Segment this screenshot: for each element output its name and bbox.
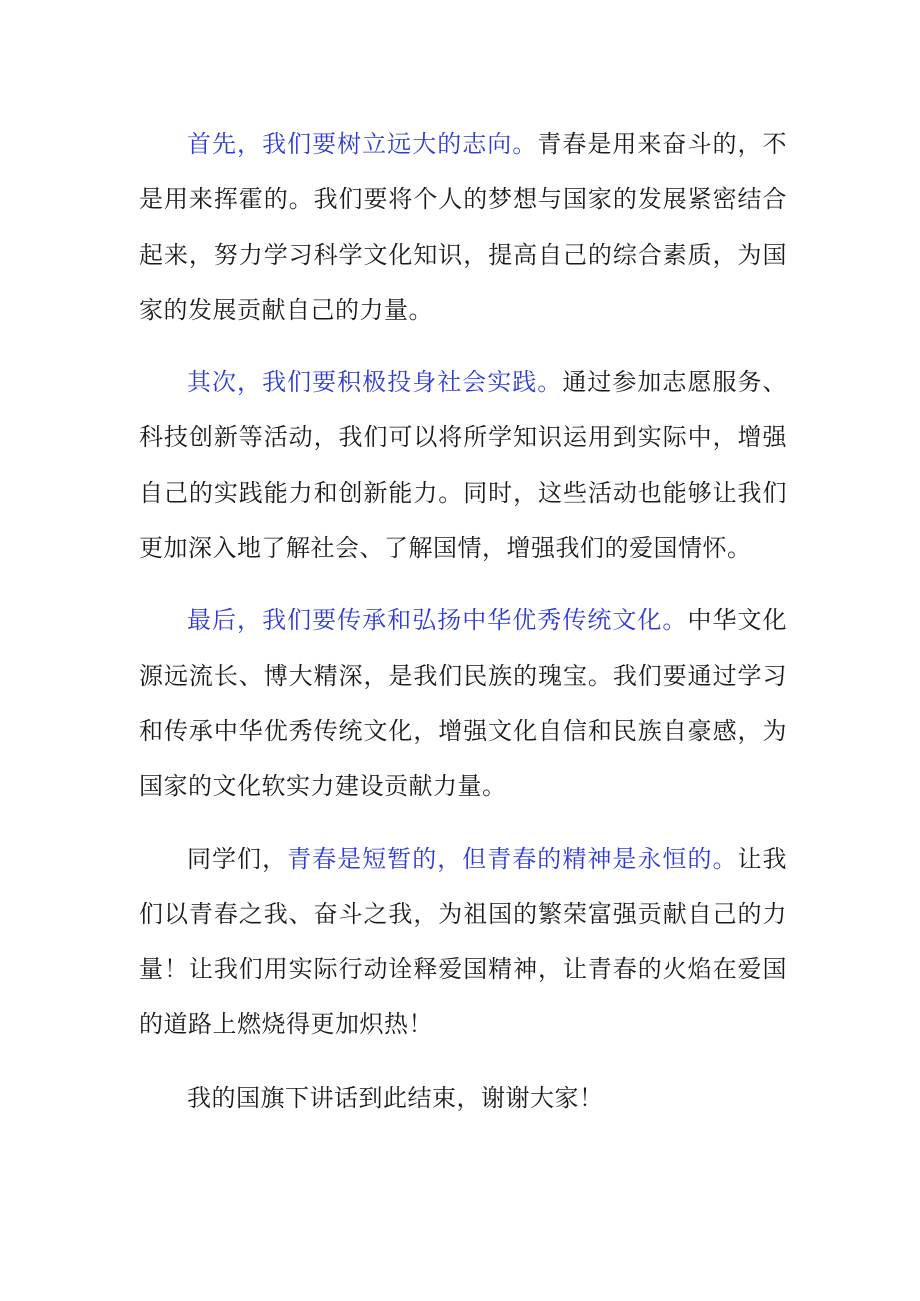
paragraph-aspiration [139,117,787,338]
paragraph-traditional-culture [139,593,787,814]
paragraph-conclusion [139,832,787,1053]
paragraph-text: 通过参加志愿服务、科技创新等活动，我们可以将所学知识运用到实际中，增强自己的实践能力和创新能力。同时，这些活动也能够让我们更加深入地了解社会、了解国情，增强我们的爱国情怀。 [139,368,788,563]
paragraph-closing [139,1071,787,1126]
paragraph-heading: 青春是短暂的，但青春的精神是永恒的。 [287,844,738,873]
paragraph-text: 我的国旗下讲话到此结束，谢谢大家！ [187,1083,604,1112]
paragraph-heading: 最后，我们要传承和弘扬中华优秀传统文化。 [187,606,688,635]
paragraph-heading: 其次，我们要积极投身社会实践。 [187,368,563,397]
paragraph-lead: 同学们， [187,844,288,873]
paragraph-text: 中华文化源远流长、博大精深，是我们民族的瑰宝。我们要通过学习和传承中华优秀传统文化，增强文化自信和民族自豪感，为国家的文化软实力建设贡献力量。 [139,606,788,801]
paragraph-heading: 首先，我们要树立远大的志向。 [187,130,538,158]
speech-body [139,117,787,1143]
paragraph-text: 让我们以青春之我、奋斗之我，为祖国的繁荣富强贡献自己的力量！让我们用实际行动诠释爱国精神，让青春的火焰在爱国的道路上燃烧得更加炽热！ [139,844,788,1039]
paragraph-social-practice [139,355,787,576]
paragraph-text: 青春是用来奋斗的，不是用来挥霍的。我们要将个人的梦想与国家的发展紧密结合起来，努力学习科学文化知识，提高自己的综合素质，为国家的发展贡献自己的力量。 [139,130,788,324]
